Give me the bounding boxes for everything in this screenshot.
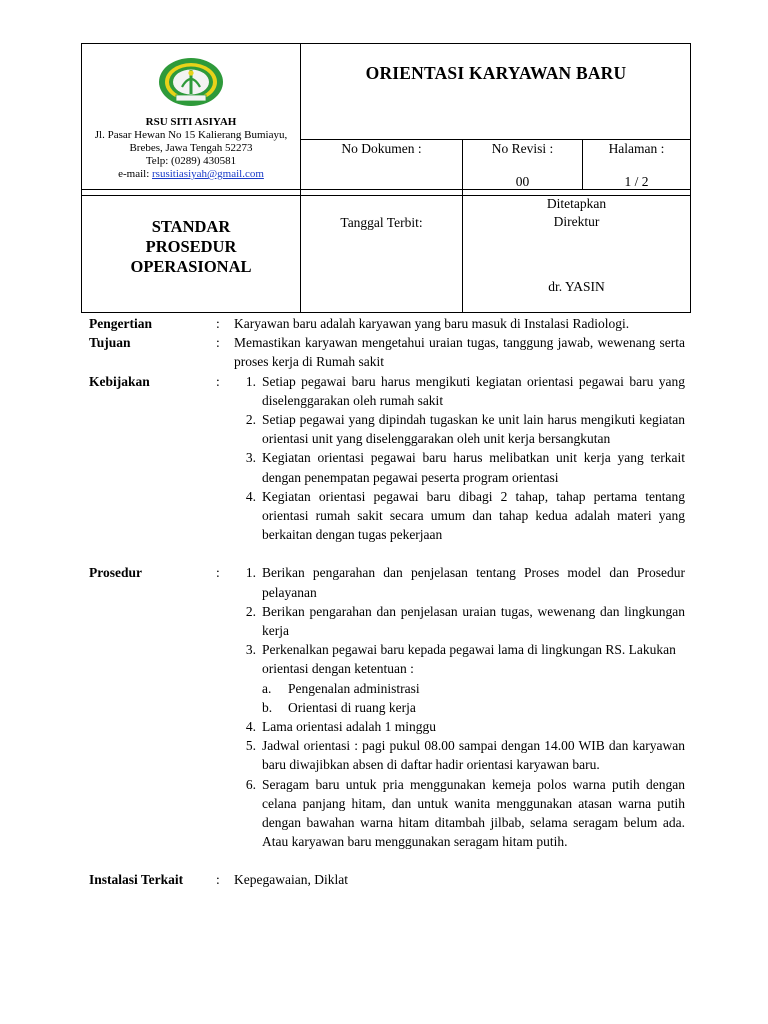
list-number: 3.	[245, 450, 256, 466]
list-item	[234, 736, 685, 774]
list-text: Kegiatan orientasi pegawai baru dibagi 2 tahap, tahap pertama tentang orientasi rumah sakit secara umum dan tahap kedua adalah materi yang berkaitan dengan tugas pekerjaan	[262, 488, 685, 543]
list-number: 5.	[245, 738, 256, 754]
list-item	[234, 372, 685, 410]
list-number: 1.	[245, 565, 256, 581]
direktur-label: Direktur	[553, 214, 600, 229]
colon: :	[216, 872, 220, 888]
halaman-label: Halaman :	[608, 141, 665, 156]
list-text: Perkenalkan pegawai baru kepada pegawai lama di lingkungan RS. Lakukan orientasi dengan ketentuan :	[262, 642, 676, 677]
list-item	[234, 717, 685, 736]
document-header-table	[81, 43, 691, 313]
colon: :	[216, 316, 220, 331]
section-label: Pengertian	[89, 316, 152, 331]
spo-line2: PROSEDUR	[145, 237, 237, 256]
tanggal-terbit-label: Tanggal Terbit:	[340, 215, 423, 230]
email-label: e-mail:	[118, 168, 150, 180]
no-revisi-label: No Revisi :	[491, 141, 554, 156]
hospital-name: RSU SITI ASIYAH	[145, 116, 237, 128]
list-number: 2.	[245, 412, 256, 428]
kebijakan-list	[234, 372, 685, 545]
no-revisi-value: 00	[515, 174, 530, 189]
spo-line1: STANDAR	[151, 217, 231, 236]
sub-list-item	[234, 679, 685, 698]
section-text: Karyawan baru adalah karyawan yang baru masuk di Instalasi Radiologi.	[234, 316, 630, 331]
section-kebijakan	[89, 372, 685, 545]
list-text: Berikan pengarahan dan penjelasan uraian tugas, wewenang dan lingkungan kerja	[262, 603, 685, 639]
list-text: Seragam baru untuk pria menggunakan kemeja polos warna putih dengan celana panjang hitam, dan untuk wanita menggunakan atasan warna putih dengan bawahan warna hitam ditambah jilbab, selama seragam belum ada. Atau karyawan baru menggunakan seragam hitam putih.	[262, 776, 685, 850]
list-text: Jadwal orientasi : pagi pukul 08.00 sampai dengan 14.00 WIB dan karyawan baru diwajibkan absen di daftar hadir orientasi karyawan baru.	[262, 738, 685, 773]
list-text: Kegiatan orientasi pegawai baru harus melibatkan unit kerja yang terkait dengan penempatan pegawai peserta program orientasi	[262, 450, 685, 485]
section-tujuan	[89, 333, 685, 371]
email-link[interactable]: rsusitiasiyah@gmail.com	[152, 168, 264, 180]
list-number: 4.	[245, 719, 256, 735]
hospital-email-line	[81, 168, 301, 181]
colon: :	[216, 373, 220, 389]
section-prosedur	[89, 563, 685, 851]
hospital-logo	[158, 57, 224, 107]
sub-list-text: Pengenalan administrasi	[288, 680, 420, 696]
director-name: dr. YASIN	[548, 279, 605, 294]
section-label: Prosedur	[89, 565, 142, 581]
list-number: 6.	[245, 776, 256, 792]
document-body	[89, 314, 685, 890]
section-label: Tujuan	[89, 335, 131, 351]
list-item	[234, 640, 685, 678]
section-instalasi-terkait	[89, 870, 685, 889]
list-number: 3.	[245, 642, 256, 658]
list-text: Berikan pengarahan dan penjelasan tentang Proses model dan Prosedur pelayanan	[262, 565, 685, 600]
sub-list-item	[234, 698, 685, 717]
list-number: 2.	[245, 603, 256, 619]
spo-title	[81, 217, 301, 277]
list-number: 4.	[245, 488, 256, 504]
prosedur-list	[234, 563, 685, 851]
halaman-value: 1 / 2	[624, 174, 649, 189]
list-text: Setiap pegawai yang dipindah tugaskan ke unit lain harus mengikuti kegiatan orientasi unit yang diselenggarakan oleh unit kerja bersangkutan	[262, 412, 685, 447]
list-item	[234, 410, 685, 448]
sub-list-text: Orientasi di ruang kerja	[288, 699, 416, 715]
sub-list-letter: b.	[262, 699, 273, 715]
document-title: ORIENTASI KARYAWAN BARU	[365, 63, 627, 83]
section-pengertian	[89, 314, 685, 333]
section-label: Kebijakan	[89, 373, 150, 389]
hospital-phone: Telp: (0289) 430581	[145, 155, 237, 167]
sub-list-letter: a.	[262, 680, 272, 696]
list-number: 1.	[245, 373, 256, 389]
list-item	[234, 563, 685, 601]
list-item	[234, 775, 685, 852]
section-label: Instalasi Terkait	[89, 872, 184, 888]
colon: :	[216, 565, 220, 581]
spo-line3: OPERASIONAL	[130, 257, 252, 276]
hospital-address-line2: Brebes, Jawa Tengah 52273	[129, 142, 253, 154]
colon: :	[216, 335, 220, 351]
list-text: Lama orientasi adalah 1 minggu	[262, 719, 436, 735]
hospital-address-line1: Jl. Pasar Hewan No 15 Kalierang Bumiayu,	[94, 129, 288, 141]
ditetapkan-label: Ditetapkan	[546, 196, 607, 211]
section-text: Memastikan karyawan mengetahui uraian tugas, tanggung jawab, wewenang serta proses kerja di Rumah sakit	[234, 335, 685, 370]
list-text: Setiap pegawai baru harus mengikuti kegiatan orientasi pegawai baru yang diselenggarakan oleh rumah sakit	[262, 373, 685, 408]
list-item	[234, 448, 685, 486]
no-dokumen-label: No Dokumen :	[341, 141, 422, 156]
list-item	[234, 602, 685, 640]
list-item	[234, 487, 685, 545]
section-text: Kepegawaian, Diklat	[234, 872, 348, 888]
